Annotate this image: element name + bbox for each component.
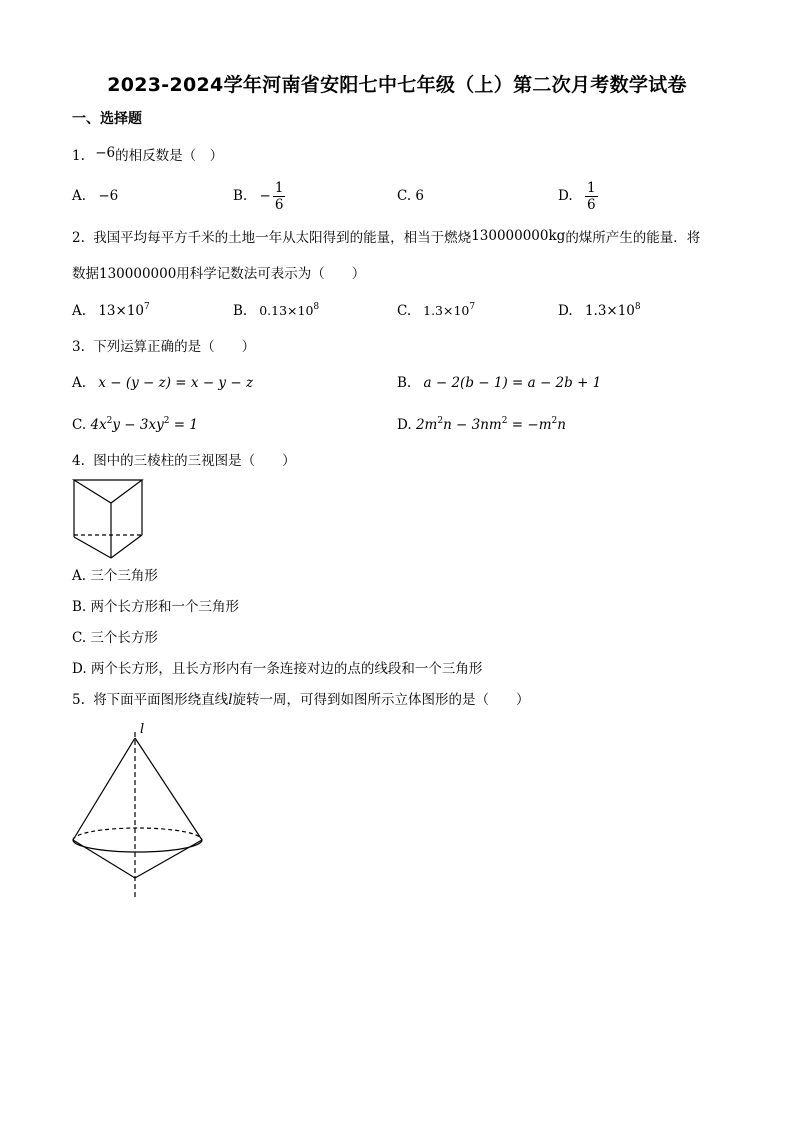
fraction-numerator: 1 <box>586 180 596 196</box>
option-base: 0.13×10 <box>259 303 314 318</box>
q4-option-c[interactable]: C. 三个长方形 <box>72 630 158 646</box>
cone-lower-right-edge <box>135 840 202 878</box>
expression-part: 4x <box>90 417 107 433</box>
question-1 <box>72 146 223 166</box>
option-label: D. <box>558 303 573 319</box>
expression-part: = 1 <box>169 417 198 433</box>
option-base: 1.3×10 <box>584 303 635 319</box>
question-number: 4. <box>72 453 85 469</box>
option-label: B. <box>233 188 248 204</box>
q1-option-b[interactable] <box>233 176 287 216</box>
question-number: 3. <box>72 339 85 355</box>
triangular-prism-figure <box>70 476 150 566</box>
expression-part: n − 3nm <box>443 417 502 433</box>
option-label: A. <box>72 188 87 204</box>
q1-option-d[interactable] <box>558 176 600 216</box>
question-4 <box>72 451 296 471</box>
expression-exponent: 2 <box>163 416 170 426</box>
question-2-line-2: 数据130000000用科学记数法可表示为（ ） <box>72 266 366 282</box>
option-exponent: 8 <box>634 302 641 312</box>
expression-part: n <box>557 417 566 433</box>
option-label: C. 6 <box>397 188 425 204</box>
option-label: C. <box>72 417 87 433</box>
question-number: 5. <box>72 692 85 708</box>
section-heading: 一、选择题 <box>72 111 142 127</box>
option-base: 13×10 <box>98 303 145 319</box>
q1-option-a[interactable] <box>72 186 118 206</box>
axis-label: l <box>140 722 145 737</box>
cone-lower-left-edge <box>73 840 135 878</box>
fraction <box>585 180 598 213</box>
option-exponent: 8 <box>313 302 320 312</box>
option-expression: a − 2(b − 1) = a − 2b + 1 <box>423 375 602 391</box>
question-number: 1. <box>72 148 85 164</box>
fraction-denominator: 6 <box>586 197 596 213</box>
option-sign: − <box>259 188 271 204</box>
expression-part: 2m <box>415 417 438 433</box>
q2-option-b[interactable] <box>233 301 319 321</box>
page-title: 2023-2024学年河南省安阳七中七年级（上）第二次月考数学试卷 <box>107 74 687 96</box>
q3-option-c[interactable] <box>72 415 198 435</box>
prism-bottom-right <box>111 535 142 558</box>
q2-option-c[interactable] <box>397 301 475 321</box>
question-stem: 图中的三棱柱的三视图是（ ） <box>93 453 296 469</box>
q3-option-b[interactable] <box>397 373 601 393</box>
q1-option-c[interactable] <box>397 186 424 206</box>
question-stem: 将下面平面图形绕直线 <box>93 692 229 708</box>
question-stem-end: 旋转一周，可得到如图所示立体图形的是（ ） <box>232 692 530 708</box>
expression-part: = −m <box>507 417 552 433</box>
cone-upper-left-edge <box>73 738 135 840</box>
expression-part: y − 3xy <box>112 417 164 433</box>
option-label: C. <box>397 303 412 319</box>
ellipse-back-half <box>73 828 202 840</box>
double-cone-figure <box>66 720 216 895</box>
expression-exponent: 2 <box>106 416 113 426</box>
question-quantity: 130000000kg <box>471 228 566 244</box>
ellipse-front-half <box>73 840 202 852</box>
expression-exponent: 2 <box>437 416 444 426</box>
option-label: B. <box>233 303 248 319</box>
question-2-line-1 <box>72 228 700 248</box>
fraction <box>273 180 286 213</box>
fraction-numerator: 1 <box>274 180 284 196</box>
cone-upper-right-edge <box>135 738 202 840</box>
q3-option-a[interactable] <box>72 373 253 393</box>
expression-exponent: 2 <box>551 416 558 426</box>
expression-exponent: 2 <box>501 416 508 426</box>
question-stem: 下列运算正确的是（ ） <box>93 339 256 355</box>
option-label: A. <box>72 375 87 391</box>
question-stem: 我国平均每平方千米的土地一年从太阳得到的能量，相当于燃烧 <box>93 230 472 246</box>
option-label: B. <box>397 375 412 391</box>
q2-option-d[interactable] <box>558 301 641 321</box>
question-stem-end: 的煤所产生的能量．将 <box>565 230 701 246</box>
prism-top-face <box>74 480 142 503</box>
q4-option-d[interactable]: D. 两个长方形，且长方形内有一条连接对边的点的线段和一个三角形 <box>72 661 483 677</box>
q3-option-d[interactable] <box>397 415 566 435</box>
option-value: −6 <box>98 188 119 204</box>
option-label: D. <box>558 188 573 204</box>
q4-option-a[interactable]: A. 三个三角形 <box>72 568 158 584</box>
option-base: 1.3×10 <box>423 303 470 318</box>
option-label: A. <box>72 303 87 319</box>
question-stem: 的相反数是（ ） <box>115 148 224 164</box>
option-label: D. <box>397 417 412 433</box>
q4-option-b[interactable]: B. 两个长方形和一个三角形 <box>72 599 240 615</box>
question-variable: l <box>228 692 233 708</box>
question-5 <box>72 690 530 710</box>
prism-bottom-left <box>74 537 111 558</box>
option-exponent: 7 <box>144 302 150 312</box>
question-3 <box>72 337 255 357</box>
option-expression: x − (y − z) = x − y − z <box>98 375 254 391</box>
option-exponent: 7 <box>469 302 476 312</box>
fraction-denominator: 6 <box>274 197 284 213</box>
q2-option-a[interactable] <box>72 301 150 321</box>
question-expression: −6 <box>95 145 116 161</box>
question-number: 2. <box>72 230 85 246</box>
